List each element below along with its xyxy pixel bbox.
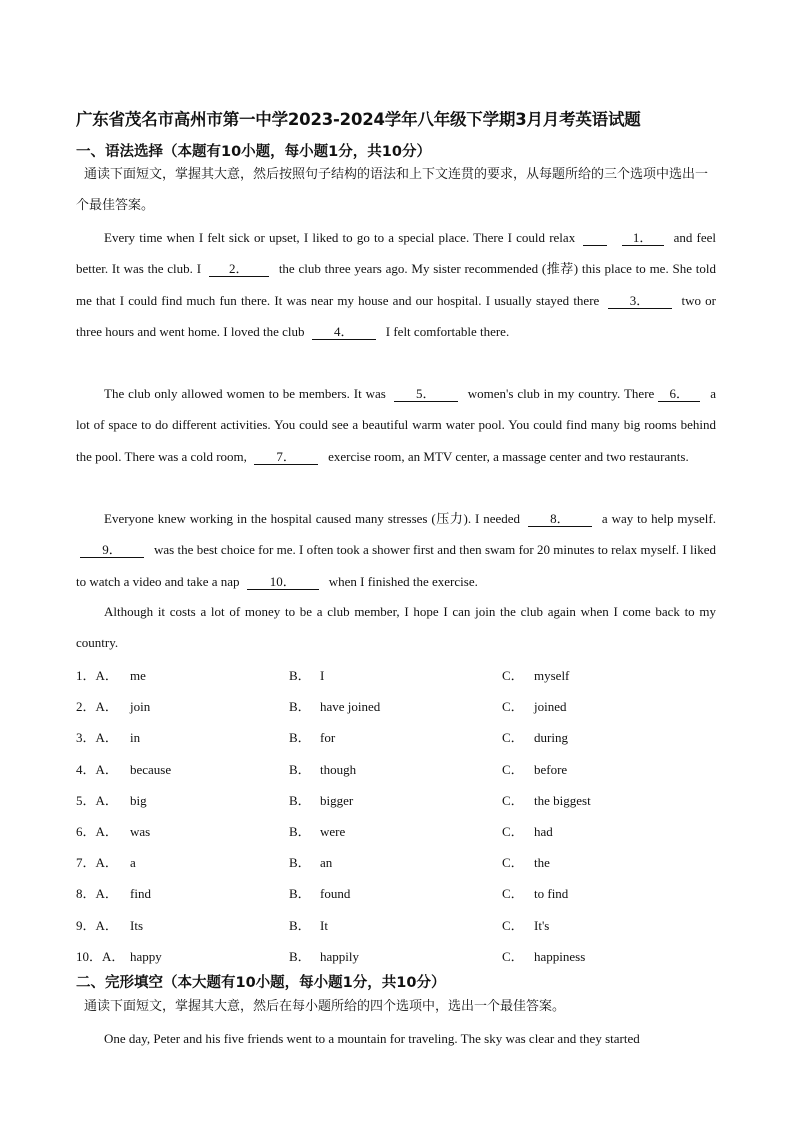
text: I felt comfortable there.: [385, 323, 510, 339]
text: a lot of space to do different activities. You could see a beautiful warm water pool. You could find many big rooms behind the pool. There was a cold room,: [76, 386, 717, 464]
option-b-label: B．: [289, 668, 311, 683]
option-c: myself: [534, 668, 570, 683]
option-row: [76, 910, 716, 941]
text: a way to help myself.: [601, 511, 716, 526]
option-c-label: C．: [502, 886, 524, 902]
text: and feel better. It was the club. I: [76, 230, 717, 277]
question-number: 6．A．: [76, 823, 118, 839]
option-row: [76, 785, 716, 816]
option-b: have joined: [320, 699, 381, 715]
passage2-paragraph1: [76, 1023, 716, 1054]
blank-4: 4．: [312, 325, 376, 340]
option-c-label: C．: [502, 730, 524, 746]
option-b-label: B．: [289, 699, 311, 715]
option-b-label: B．: [289, 730, 311, 746]
option-c-label: C．: [502, 668, 524, 683]
section2-heading: 二、完形填空（本大题有10小题，每小题1分，共10分）: [76, 975, 446, 991]
option-c: the biggest: [534, 792, 591, 808]
text: The club only allowed women to be members. It was: [104, 386, 386, 401]
option-b: bigger: [320, 792, 354, 808]
question-number: 9．A．: [76, 917, 118, 933]
option-b-label: B．: [289, 855, 311, 871]
option-c: to find: [534, 886, 569, 902]
option-a: big: [130, 792, 147, 808]
option-c-label: C．: [502, 855, 524, 871]
question-number: 2．A．: [76, 699, 118, 715]
option-a: a: [130, 855, 136, 871]
text: Everyone knew working in the hospital caused many stresses (压力). I needed: [104, 511, 521, 526]
option-c: during: [534, 730, 568, 746]
question-number: 7．A．: [76, 855, 118, 871]
blank-2: 2．: [209, 262, 269, 277]
text: two or three hours and went home. I loved the club: [76, 292, 717, 339]
answer-options: [76, 660, 716, 972]
option-row: [76, 660, 716, 691]
option-row: [76, 691, 716, 722]
question-number: 8．A．: [76, 886, 118, 902]
option-c: before: [534, 761, 568, 777]
blank-1: 1．: [622, 231, 664, 246]
question-number: 3．A．: [76, 730, 118, 746]
option-b: I: [320, 668, 325, 683]
option-b-label: B．: [289, 917, 311, 933]
text: the club three years ago. My sister recommended (推荐) this place to me. She told me that I could find much fun there. It was near my house and our hospital. I usually stayed there: [76, 261, 716, 308]
text: exercise room, an MTV center, a massage center and two restaurants.: [328, 448, 689, 464]
option-a: was: [130, 823, 151, 839]
option-row: [76, 754, 716, 785]
blank-10: 10．: [247, 575, 319, 590]
option-row: [76, 816, 716, 847]
question-number: 5．A．: [76, 792, 118, 808]
option-b-label: B．: [289, 792, 311, 808]
option-b: happily: [320, 948, 359, 964]
option-c-label: C．: [502, 792, 524, 808]
option-a: happy: [130, 948, 162, 964]
blank-6: 6．: [658, 387, 700, 402]
blank-spacer: [583, 231, 607, 246]
passage1-paragraph4: [76, 596, 716, 659]
question-number: 10．A．: [76, 948, 125, 964]
option-a: Its: [130, 917, 143, 933]
option-b: an: [320, 855, 333, 871]
option-b: found: [320, 886, 351, 902]
option-b: for: [320, 730, 336, 746]
question-number: 4．A．: [76, 761, 118, 777]
option-b-label: B．: [289, 948, 311, 964]
text: Every time when I felt sick or upset, I liked to go to a special place. There I could relax: [104, 230, 576, 245]
option-row: [76, 878, 716, 909]
section1-instruction: 通读下面短文，掌握其大意，然后按照句子结构的语法和上下文连贯的要求，从每题所给的三个选项中选出一个最佳答案。: [76, 167, 709, 213]
text: when I finished the exercise.: [328, 573, 478, 589]
option-c: the: [534, 855, 550, 871]
section1-heading: 一、语法选择（本题有10小题，每小题1分，共10分）: [76, 144, 431, 160]
option-c-label: C．: [502, 948, 524, 964]
page-title: 广东省茂名市高州市第一中学2023-2024学年八年级下学期3月月考英语试题: [76, 110, 641, 129]
blank-7: 7．: [254, 450, 318, 465]
option-a: join: [130, 699, 151, 715]
option-c: It's: [534, 917, 550, 933]
option-c-label: C．: [502, 699, 524, 715]
text: women's club in my country. There: [467, 386, 655, 401]
blank-9: 9．: [80, 543, 144, 558]
option-a: because: [130, 761, 172, 777]
option-c-label: C．: [502, 823, 524, 839]
passage1-paragraph2: [76, 378, 716, 472]
blank-3: 3．: [608, 294, 672, 309]
option-c: had: [534, 823, 553, 839]
text: One day, Peter and his five friends went to a mountain for traveling. The sky was clear and they started: [104, 1031, 640, 1046]
option-c-label: C．: [502, 917, 524, 933]
option-a: in: [130, 730, 141, 746]
option-a: me: [130, 668, 146, 683]
option-b-label: B．: [289, 886, 311, 902]
option-row: [76, 722, 716, 753]
question-number: 1．A．: [76, 668, 118, 683]
section2-instruction: 通读下面短文，掌握其大意，然后在每小题所给的四个选项中，选出一个最佳答案。: [84, 999, 566, 1014]
option-b-label: B．: [289, 823, 311, 839]
blank-8: 8．: [528, 512, 592, 527]
option-row: [76, 847, 716, 878]
text: Although it costs a lot of money to be a club member, I hope I can join the club again when I come back to my country.: [76, 604, 716, 651]
passage1-paragraph3: [76, 503, 716, 597]
option-b: though: [320, 761, 357, 777]
option-b-label: B．: [289, 761, 311, 777]
option-a: find: [130, 886, 151, 902]
option-b: It: [320, 917, 328, 933]
option-c: joined: [534, 699, 567, 715]
option-c: happiness: [534, 948, 586, 964]
option-c-label: C．: [502, 761, 524, 777]
blank-5: 5．: [394, 387, 458, 402]
passage1-paragraph1: [76, 222, 716, 347]
option-b: were: [320, 823, 346, 839]
text: was the best choice for me. I often took a shower first and then swam for 20 minutes to relax myself. I liked to watch a video and take a nap: [76, 542, 716, 589]
option-row: [76, 941, 716, 972]
